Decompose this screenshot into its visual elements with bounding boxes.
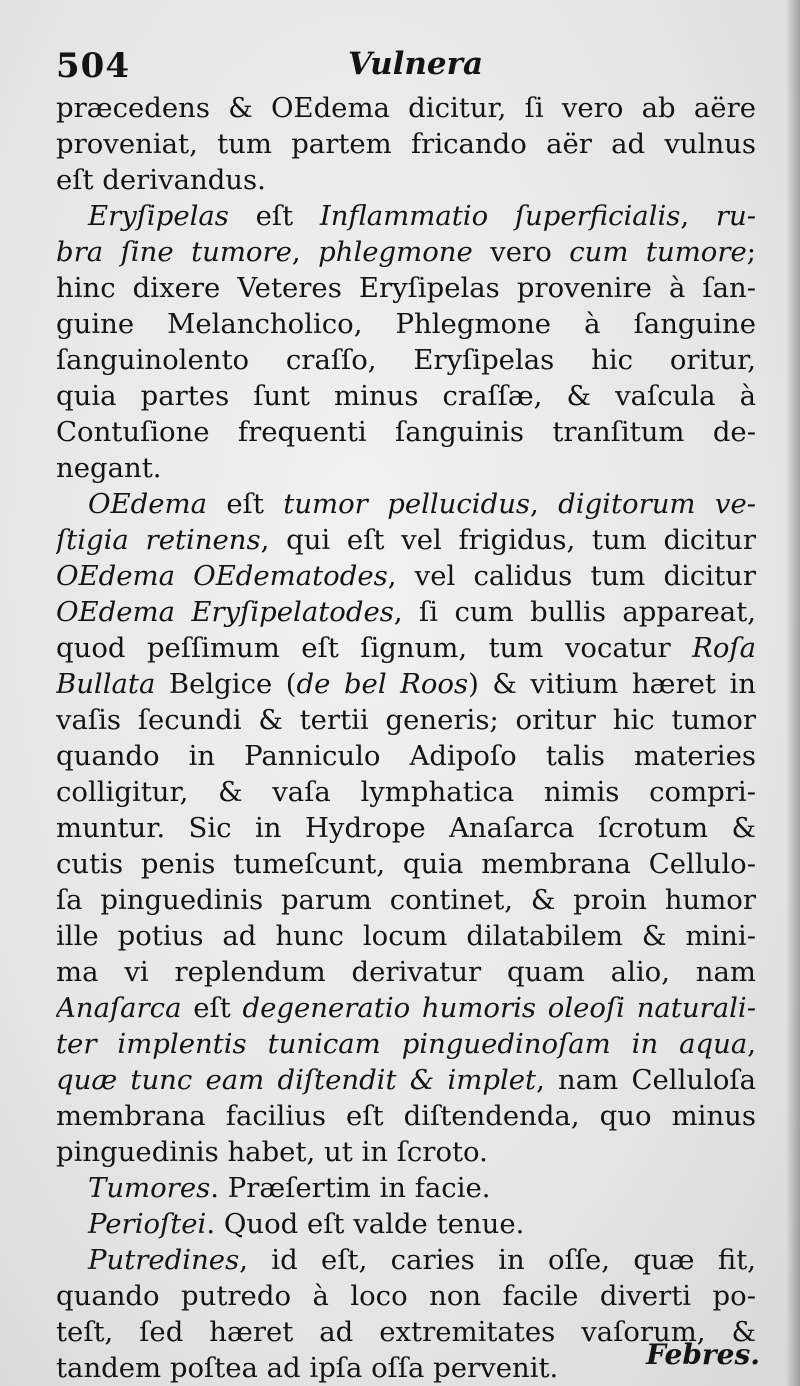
text-segment: , xyxy=(530,488,559,520)
italic-text: OEdema Eryſipelatodes xyxy=(56,596,394,628)
text-segment: Contuſione frequenti ſanguinis tranſitum de- xyxy=(56,416,756,448)
text-segment: ; xyxy=(746,236,756,268)
italic-text: OEdema xyxy=(88,488,207,520)
text-segment: , xyxy=(291,236,319,268)
text-line xyxy=(56,1098,756,1134)
italic-text: ter implentis tunicam pinguedinoſam in aqua xyxy=(56,1028,748,1060)
text-segment: . Quod eſt valde tenue. xyxy=(206,1208,525,1240)
text-segment: ) & vitium hæret in xyxy=(468,668,756,700)
text-line xyxy=(56,522,756,558)
text-line xyxy=(56,90,756,126)
text-segment: proveniat, tum partem fricando aër ad vulnus xyxy=(56,128,756,160)
text-line xyxy=(56,162,756,198)
text-segment: vero xyxy=(472,236,570,268)
italic-text: cum tumore xyxy=(569,236,747,268)
text-segment: , nam Celluloſa xyxy=(536,1064,756,1096)
text-line xyxy=(56,1242,756,1278)
italic-text: OEdema OEdematodes xyxy=(56,560,388,592)
italic-text: ſtigia retinens xyxy=(56,524,261,556)
text-line xyxy=(56,1206,756,1242)
text-line xyxy=(56,1170,756,1206)
text-segment: hinc dixere Veteres Eryſipelas provenire à ſan- xyxy=(56,272,756,304)
text-line xyxy=(56,666,756,702)
italic-text: Bullata xyxy=(56,668,156,700)
text-line xyxy=(56,342,756,378)
text-line xyxy=(56,414,756,450)
text-line xyxy=(56,594,756,630)
text-line xyxy=(56,882,756,918)
text-segment: tandem poſtea ad ipſa oſſa pervenit. xyxy=(56,1352,559,1384)
text-line xyxy=(56,846,756,882)
text-segment: , vel calidus tum dicitur xyxy=(387,560,756,592)
text-segment: muntur. Sic in Hydrope Anaſarca ſcrotum & xyxy=(56,812,756,844)
text-segment: , xyxy=(747,1028,756,1060)
text-segment: præcedens & OEdema dicitur, ſi vero ab aëre xyxy=(56,92,756,124)
italic-text: bra ſine tumore xyxy=(56,236,292,268)
text-segment: ma vi replendum derivatur quam alio, nam xyxy=(56,956,756,988)
page-header xyxy=(56,42,746,90)
text-line xyxy=(56,270,756,306)
italic-text: Putredines xyxy=(88,1244,240,1276)
text-line xyxy=(56,126,756,162)
italic-text: digitorum ve- xyxy=(558,488,756,520)
text-segment: cutis penis tumeſcunt, quia membrana Cellulo- xyxy=(56,848,756,880)
text-line xyxy=(56,990,756,1026)
italic-text: Tumores xyxy=(88,1172,211,1204)
text-line xyxy=(56,1026,756,1062)
running-title: Vulnera xyxy=(348,46,484,82)
italic-text: ru- xyxy=(715,200,756,232)
italic-text: de bel Roos xyxy=(296,668,469,700)
page-edge-shadow xyxy=(786,0,800,1386)
text-segment: pinguedinis habet, ut in ſcroto. xyxy=(56,1136,488,1168)
text-segment: ſa pinguedinis parum continet, & proin humor xyxy=(56,884,756,916)
body-text xyxy=(56,90,756,1386)
italic-text: quæ tunc eam diſtendit & implet xyxy=(56,1064,537,1096)
text-line xyxy=(56,306,756,342)
text-segment: , qui eſt vel frigidus, tum dicitur xyxy=(260,524,756,556)
italic-text: degeneratio humoris oleoſi naturali- xyxy=(242,992,756,1024)
italic-text: Roſa xyxy=(692,632,756,664)
text-line xyxy=(56,1062,756,1098)
text-segment: quod peſſimum eſt ſignum, tum vocatur xyxy=(56,632,693,664)
italic-text: Perioſtei xyxy=(88,1208,207,1240)
text-segment: membrana facilius eſt diſtendenda, quo minus xyxy=(56,1100,756,1132)
text-segment: eſt xyxy=(181,992,243,1024)
text-segment: eſt derivandus. xyxy=(56,164,266,196)
text-line xyxy=(56,630,756,666)
text-segment: , id eſt, caries in oſſe, quæ fit, xyxy=(239,1244,756,1276)
italic-text: Anaſarca xyxy=(56,992,182,1024)
italic-text: Eryſipelas xyxy=(88,200,229,232)
text-segment: guine Melancholico, Phlegmone à ſanguine xyxy=(56,308,756,340)
text-segment: negant. xyxy=(56,452,162,484)
text-segment: Belgice ( xyxy=(155,668,297,700)
italic-text: Inflammatio ſuperficialis xyxy=(319,200,681,232)
text-line xyxy=(56,774,756,810)
text-segment: quando putredo à loco non facile diverti po- xyxy=(56,1280,756,1312)
italic-text: tumor pellucidus xyxy=(283,488,531,520)
text-segment: . Præſertim in facie. xyxy=(210,1172,491,1204)
text-segment: quia partes ſunt minus craſſæ, & vaſcula à xyxy=(56,380,756,412)
catchword: Febres. xyxy=(646,1338,760,1371)
text-line xyxy=(56,558,756,594)
text-segment: quando in Panniculo Adipoſo talis materies xyxy=(56,740,756,772)
text-line xyxy=(56,198,756,234)
text-line xyxy=(56,450,756,486)
text-line xyxy=(56,702,756,738)
text-line xyxy=(56,738,756,774)
text-line xyxy=(56,234,756,270)
text-segment: eſt xyxy=(206,488,284,520)
text-line xyxy=(56,954,756,990)
text-segment: ſanguinolento craſſo, Eryſipelas hic oritur, xyxy=(56,344,756,376)
italic-text: phlegmone xyxy=(318,236,473,268)
text-line xyxy=(56,486,756,522)
text-segment: vaſis ſecundi & tertii generis; oritur hic tumor xyxy=(56,704,756,736)
text-segment: eſt xyxy=(228,200,320,232)
text-line xyxy=(56,918,756,954)
page-number: 504 xyxy=(56,46,130,86)
text-line xyxy=(56,378,756,414)
text-segment: colligitur, & vaſa lymphatica nimis compri- xyxy=(56,776,756,808)
text-segment: ille potius ad hunc locum dilatabilem & mini- xyxy=(56,920,756,952)
text-line xyxy=(56,1134,756,1170)
text-line xyxy=(56,1278,756,1314)
text-line xyxy=(56,810,756,846)
text-segment: teſt, ſed hæret ad extremitates vaſorum, & xyxy=(56,1316,756,1348)
text-segment: , ſi cum bullis appareat, xyxy=(393,596,756,628)
text-segment: , xyxy=(680,200,716,232)
